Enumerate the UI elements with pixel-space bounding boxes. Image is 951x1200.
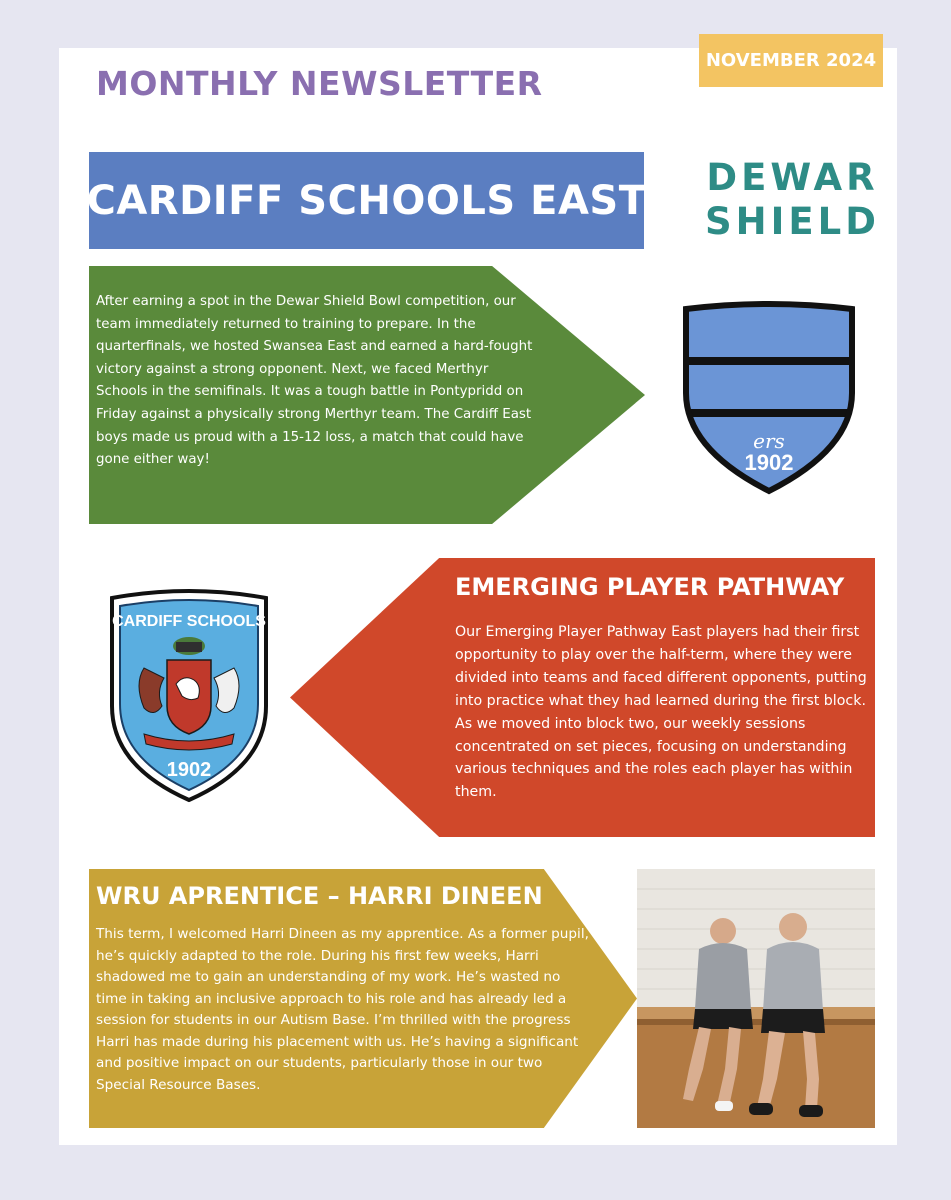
- dewar-line-1: DEWAR: [706, 156, 879, 199]
- ers-crest-logo: [680, 301, 858, 497]
- school-banner-title: CARDIFF SCHOOLS EAST: [86, 177, 647, 224]
- ers-crest-text: ers: [753, 429, 785, 453]
- cardiff-crest-year: 1902: [166, 759, 212, 781]
- apprentice-title: WRU APRENTICE – HARRI DINEEN: [96, 882, 543, 910]
- emerging-player-body: Our Emerging Player Pathway East players had their first opportunity to play over the half-term, where they were divided into teams and faced different opponents, putting into practice what they had learned during the first block. As we moved into block two, our weekly sessions concentrated on set pieces, focusing on understanding various techniques and the roles each player has within them.: [455, 624, 867, 801]
- apprentice-photo: [637, 869, 875, 1128]
- date-badge: NOVEMBER 2024: [699, 34, 883, 87]
- dewar-shield-body: After earning a spot in the Dewar Shield Bowl competition, our team immediately returned to training to prepare. In the quarterfinals, we hosted Swansea East and earned a hard-fought victory against a strong opponent. Next, we faced Merthyr Schools in the semifinals. It was a tough battle in Pontypridd on Friday against a physically strong Merthyr team. The Cardiff East boys made us proud with a 15-12 loss, a match that could have gone either way!: [96, 294, 533, 468]
- ers-crest-year: 1902: [744, 450, 794, 475]
- apprentice-body: This term, I welcomed Harri Dineen as my apprentice. As a former pupil, he’s quickly adapted to the role. During his first few weeks, Harri shadowed me to gain an understanding of my work. He’s wasted no time in taking an inclusive approach to his role and has already led a session for students in our Autism Base. I’m thrilled with the progress Harri has made during his placement with us. He’s having a significant and positive impact on our students, particularly those in our two Special Resource Bases.: [96, 926, 589, 1093]
- dewar-shield-heading: [700, 156, 885, 244]
- cardiff-schools-crest-logo: [104, 588, 274, 805]
- dewar-line-2: SHIELD: [705, 200, 880, 243]
- school-banner: [86, 152, 647, 249]
- emerging-player-title: EMERGING PLAYER PATHWAY: [455, 573, 845, 601]
- newsletter-title: MONTHLY NEWSLETTER: [96, 64, 543, 103]
- cardiff-crest-label: CARDIFF SCHOOLS: [112, 613, 266, 630]
